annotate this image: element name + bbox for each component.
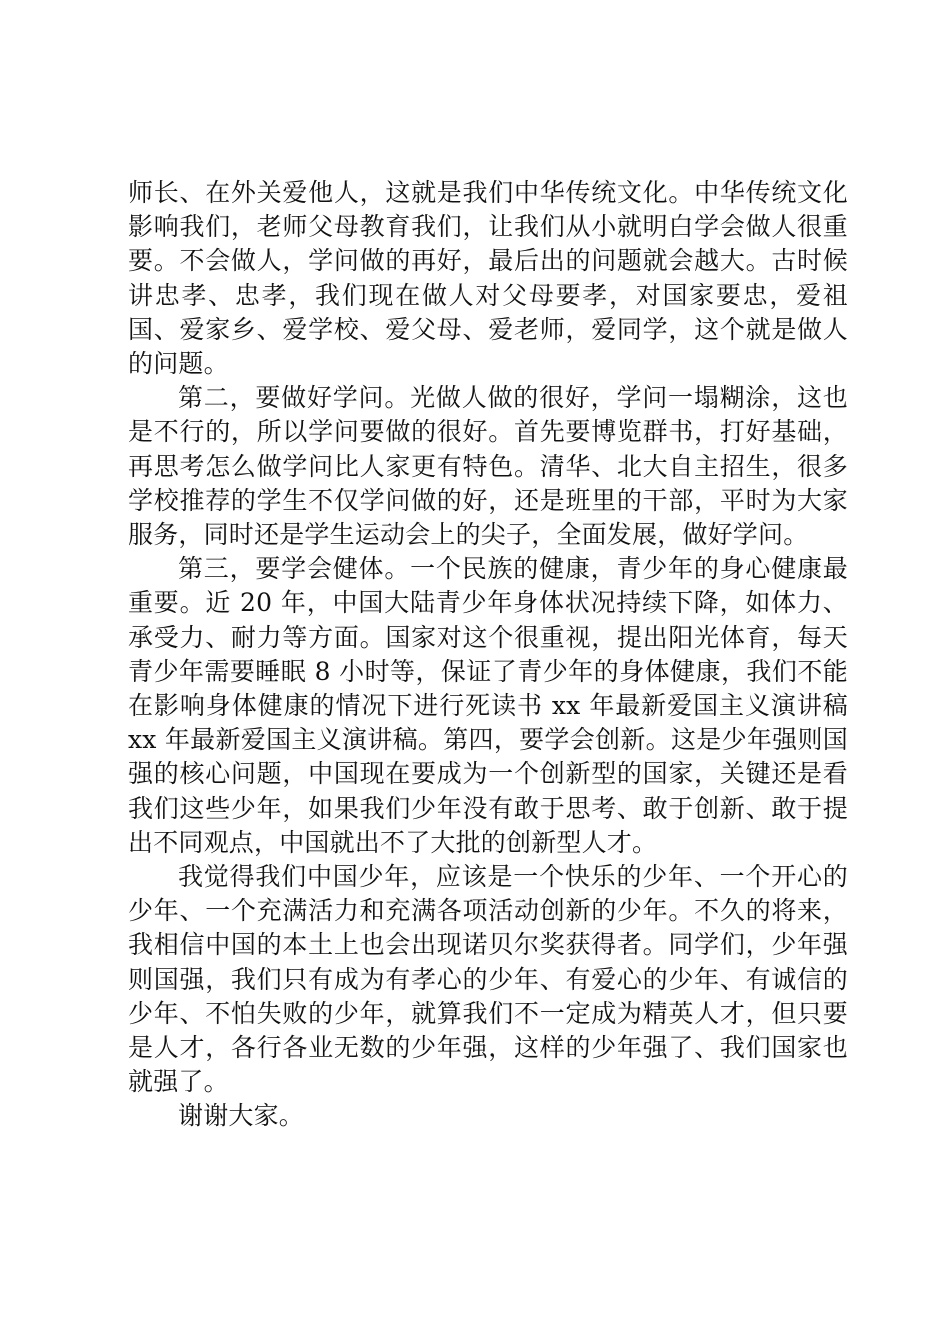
- paragraph-third-point: 第三，要学会健体。一个民族的健康，青少年的身心健康最重要。近 20 年，中国大陆青少年身体状况持续下降，如体力、承受力、耐力等方面。国家对这个很重视，提出阳光体育，每天青少年需要睡眠 8 小时等，保证了青少年的身体健康，我们不能在影响身体健康的情况下进行死读书 xx 年最新爱国主义演讲稿 xx 年最新爱国主义演讲稿。第四，要学会创新。这是少年强则国强的核心问题，中国现在要成为一个创新型的国家，关键还是看我们这些少年，如果我们少年没有敢于思考、敢于创新、敢于提出不同观点，中国就出不了大批的创新型人才。: [128, 554, 848, 857]
- paragraph-second-point: 第二，要做好学问。光做人做的很好，学问一塌糊涂，这也是不行的，所以学问要做的很好。首先要博览群书，打好基础，再思考怎么做学问比人家更有特色。清华、北大自主招生，很多学校推荐的学生不仅学问做的好，还是班里的干部，平时为大家服务，同时还是学生运动会上的尖子，全面发展，做好学问。: [128, 383, 848, 550]
- paragraph-thanks: 谢谢大家。: [178, 1101, 305, 1131]
- paragraph-continued: 师长、在外关爱他人，这就是我们中华传统文化。中华传统文化影响我们，老师父母教育我们，让我们从小就明白学会做人很重要。不会做人，学问做的再好，最后出的问题就会越大。古时候讲忠孝、忠孝，我们现在做人对父母要孝，对国家要忠，爱祖国、爱家乡、爱学校、爱父母、爱老师，爱同学，这个就是做人的问题。: [128, 178, 848, 379]
- paragraph-conclusion: 我觉得我们中国少年，应该是一个快乐的少年、一个开心的少年、一个充满活力和充满各项活动创新的少年。不久的将来，我相信中国的本土上也会出现诺贝尔奖获得者。同学们，少年强则国强，我们只有成为有孝心的少年、有爱心的少年、有诚信的少年、不怕失败的少年，就算我们不一定成为精英人才，但只要是人才，各行各业无数的少年强，这样的少年强了、我们国家也就强了。: [128, 862, 848, 1097]
- document-body: [128, 176, 848, 1134]
